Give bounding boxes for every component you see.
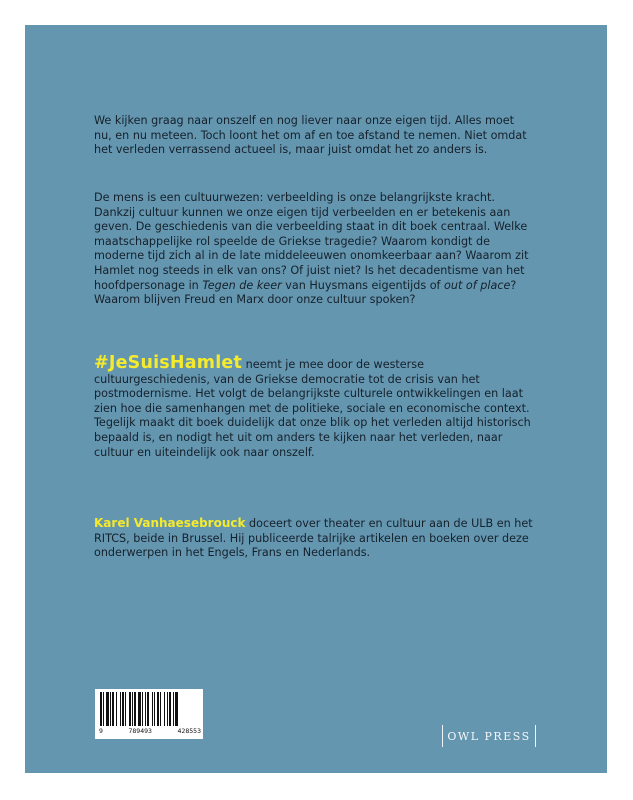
barcode-bar (112, 692, 114, 726)
barcode-bar (122, 692, 124, 726)
isbn-barcode (95, 689, 203, 739)
barcode-bar (129, 692, 131, 726)
barcode-digits (99, 727, 201, 735)
barcode-bar (120, 692, 121, 726)
barcode-bar (157, 692, 159, 726)
barcode-bar (167, 692, 168, 726)
barcode-group-1: 789493 (128, 727, 152, 735)
barcode-bar (145, 692, 146, 726)
book-title-highlight: #JeSuisHamlet (94, 353, 243, 373)
barcode-bars (100, 692, 198, 727)
barcode-bar (173, 692, 174, 726)
barcode-bar (125, 692, 126, 726)
barcode-bar (160, 692, 161, 726)
barcode-bar (164, 692, 165, 726)
barcode-bar (169, 692, 171, 726)
barcode-bar (175, 692, 178, 726)
barcode-bar (138, 692, 141, 726)
publisher-logo: OWL PRESS (442, 725, 536, 747)
barcode-bar (103, 692, 104, 726)
theme-text-2: van Huysmans eigentijds of (281, 278, 445, 292)
barcode-bar (142, 692, 143, 726)
theme-text-3: ? Waarom blijven Freud en Marx door onze cultuur spoken? (94, 278, 517, 307)
summary-paragraph (94, 353, 534, 460)
author-bio-text: doceert over theater en cultuur aan de ULB en het RITCS, beide in Brussel. Hij publiceerde talrijke artikelen en boeken over deze onderwerpen in het Engels, Frans en Nederlands. (94, 517, 533, 560)
barcode-bar (116, 692, 117, 726)
barcode-bar (100, 692, 102, 726)
theme-text-1: De mens is een cultuurwezen: verbeelding is onze belangrijkste kracht. Dankzij cultuur kunnen we onze eigen tijd verbeelden en er betekenis aan geven. De geschiedenis van die verbeelding staat in dit boek centraal. Welke maatschappelijke rol speelde de Griekse tragedie? Waarom kondigt de moderne tijd zich al in de late middeleeuwen onomkeerbaar aan? Waarom zit Hamlet nog steeds in elk van ons? Of juist niet? Is het decadentisme van het hoofdpersonage in (94, 191, 529, 292)
author-name-highlight: Karel Vanhaesebrouck (94, 516, 246, 530)
barcode-bar (147, 692, 149, 726)
phrase-italic: out of place (444, 278, 511, 292)
barcode-bar (154, 692, 155, 726)
summary-text: neemt je mee door de westerse cultuurgeschiedenis, van de Griekse democratie tot de crisis van het postmodernisme. Het volgt de belangrijkste culturele ontwikkelingen en laat zien hoe die samenhangen met de politieke, sociale en economische context. Tegelijk maakt dit boek duidelijk dat onze blik op het verleden altijd historisch bepaald is, en nodigt het uit om anders te kijken naar het verleden, naar cultuur en uiteindelijk ook naar onszelf. (94, 358, 531, 459)
barcode-bar (106, 692, 109, 726)
author-bio (94, 516, 534, 561)
book-title-italic: Tegen de keer (202, 278, 282, 292)
barcode-bar (134, 692, 136, 726)
theme-paragraph (94, 191, 534, 308)
intro-paragraph: We kijken graag naar onszelf en nog liever naar onze eigen tijd. Alles moet nu, en nu meteen. Toch loont het om af en toe afstand te nemen. Niet omdat het verleden verrassend actueel is, maar juist omdat het zo anders is. (94, 114, 527, 157)
barcode-bar (152, 692, 153, 726)
barcode-bar (132, 692, 133, 726)
barcode-bar (110, 692, 111, 726)
barcode-digit-first: 9 (99, 727, 103, 735)
barcode-group-2: 428553 (177, 727, 201, 735)
